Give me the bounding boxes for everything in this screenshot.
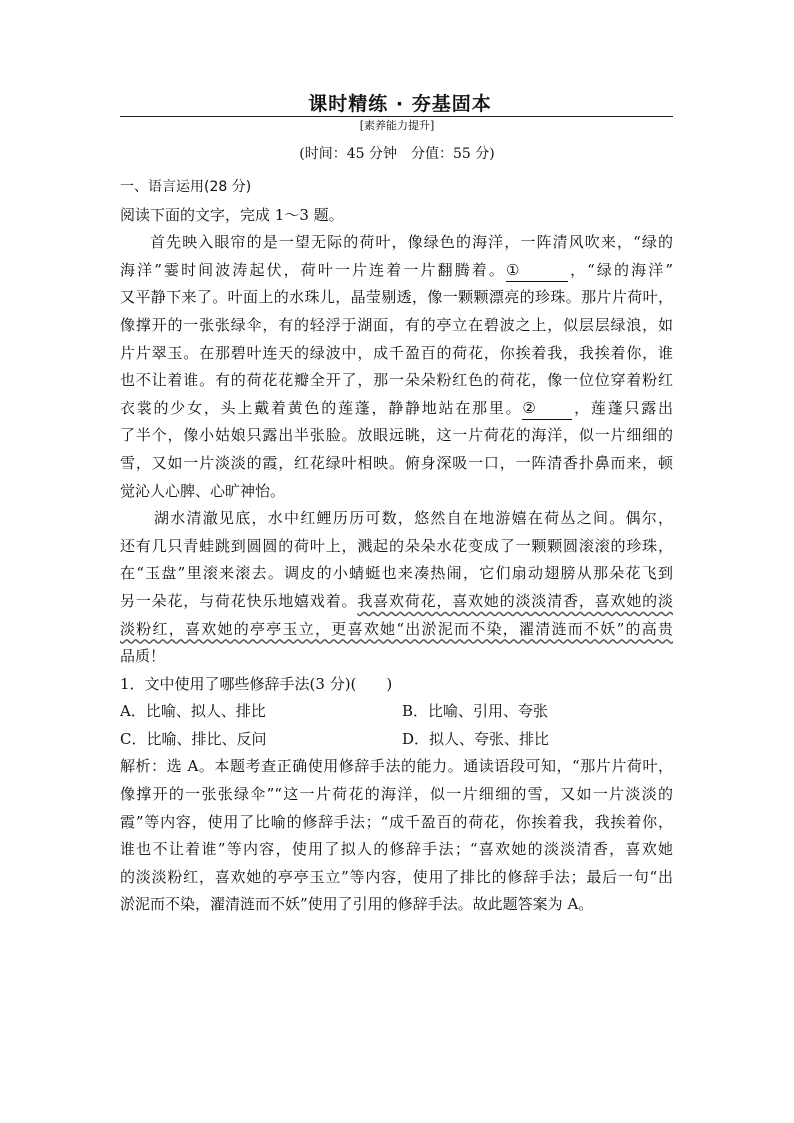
blank-1: ① (506, 259, 568, 282)
passage-text: 衣裳的少女，头上戴着黄色的莲蓬，静静地站在那里。 (120, 398, 523, 417)
options-row (120, 726, 673, 754)
page-title: 课时精练 · 夯基固本 (308, 93, 492, 115)
passage-line (120, 588, 673, 616)
wavy-underlined-text: 淡粉红，喜欢她的亭亭玉立，更喜欢她“出淤泥而不染，濯清涟而不妖”的高贵 (120, 619, 673, 638)
blank-2: ② (522, 397, 572, 420)
passage-line: 又平静下来了。叶面上的水珠儿，晶莹剔透，像一颗颗漂亮的珍珠。那片片荷叶， (120, 288, 673, 307)
passage-line: 还有几只青蛙跳到圆圆的荷叶上，溅起的朵朵水花变成了一颗颗圆滚滚的珍珠， (120, 536, 673, 555)
analysis-line: 谁也不让着谁”等内容，使用了拟人的修辞手法；“喜欢她的淡淡清香，喜欢她 (120, 840, 673, 859)
options-row (120, 698, 673, 726)
content-body (120, 174, 673, 919)
analysis-line: 淤泥而不染，濯清涟而不妖”使用了引用的修辞手法。故此题答案为 A。 (120, 895, 594, 914)
passage-line: 雪，又如一片淡淡的霞，红花绿叶相映。俯身深吸一口，一阵清香扑鼻而来，顿 (120, 453, 673, 472)
passage-line: 在“玉盘”里滚来滚去。调皮的小蜻蜓也来凑热闹，它们扇动翅膀从那朵花飞到 (120, 564, 673, 583)
passage-text: ，莲蓬只露出 (572, 398, 673, 417)
option-b: B．比喻、引用、夸张 (402, 702, 549, 721)
passage-line: 湖水清澈见底，水中红鲤历历可数，悠然自在地游嬉在荷丛之间。偶尔， (154, 509, 673, 528)
passage-text: ，“绿的海洋” (567, 260, 674, 279)
passage-line: 了半个，像小姑娘只露出半张脸。放眼远眺，这一片荷花的海洋，似一片细细的 (120, 426, 673, 445)
passage-line: 也不让着谁。有的荷花花瓣全开了，那一朵朵粉红色的荷花，像一位位穿着粉红 (120, 371, 673, 390)
passage-text: 海洋”霎时间波涛起伏，荷叶一片连着一片翻腾着。 (120, 260, 506, 279)
passage-line: 品质！ (120, 647, 166, 666)
instruction: 阅读下面的文字，完成 1～3 题。 (120, 205, 344, 224)
passage-line (120, 395, 673, 423)
analysis-line: 的淡淡粉红，喜欢她的亭亭玉立”等内容，使用了排比的修辞手法；最后一句“出 (120, 867, 673, 886)
passage-text: 另一朵花，与荷花快乐地嬉戏着。 (120, 591, 358, 610)
passage-line: 片片翠玉。在那碧叶连天的绿波中，成千盈百的荷花，你挨着我，我挨着你，谁 (120, 343, 673, 362)
option-d: D．拟人、夸张、排比 (402, 729, 550, 748)
analysis-line: 解析：选 A。本题考查正确使用修辞手法的能力。通读语段可知，“那片片荷叶， (120, 757, 673, 776)
option-c: C．比喻、排比、反问 (120, 729, 267, 748)
passage-line (120, 257, 673, 285)
analysis-line: 霞”等内容，使用了比喻的修辞手法；“成千盈百的荷花，你挨着我，我挨着你， (120, 812, 673, 831)
passage-line: 首先映入眼帘的是一望无际的荷叶，像绿色的海洋，一阵清风吹来，“绿的 (150, 233, 673, 252)
passage-line: 觉沁人心脾、心旷神怡。 (120, 481, 286, 500)
time-score-info: (时间：45 分钟 分值：55 分) (299, 146, 495, 162)
analysis-line: 像撑开的一张张绿伞”“这一片荷花的海洋，似一片细细的雪，又如一片淡淡的 (120, 785, 673, 804)
section-tag: [素养能力提升] (359, 119, 435, 132)
section-heading: 一、语言运用(28 分) (120, 179, 252, 195)
passage-line (120, 616, 673, 644)
wavy-underlined-text: 我喜欢荷花，喜欢她的淡淡清香，喜欢她的淡 (357, 591, 673, 610)
option-a: A．比喻、拟人、排比 (120, 702, 266, 721)
passage-line: 像撑开的一张张绿伞，有的轻浮于湖面，有的亭立在碧波之上，似层层绿浪，如 (120, 315, 673, 334)
question-stem: 1．文中使用了哪些修辞手法(3 分)( ) (120, 674, 393, 693)
header-rule (120, 116, 673, 117)
title-box (292, 92, 508, 116)
